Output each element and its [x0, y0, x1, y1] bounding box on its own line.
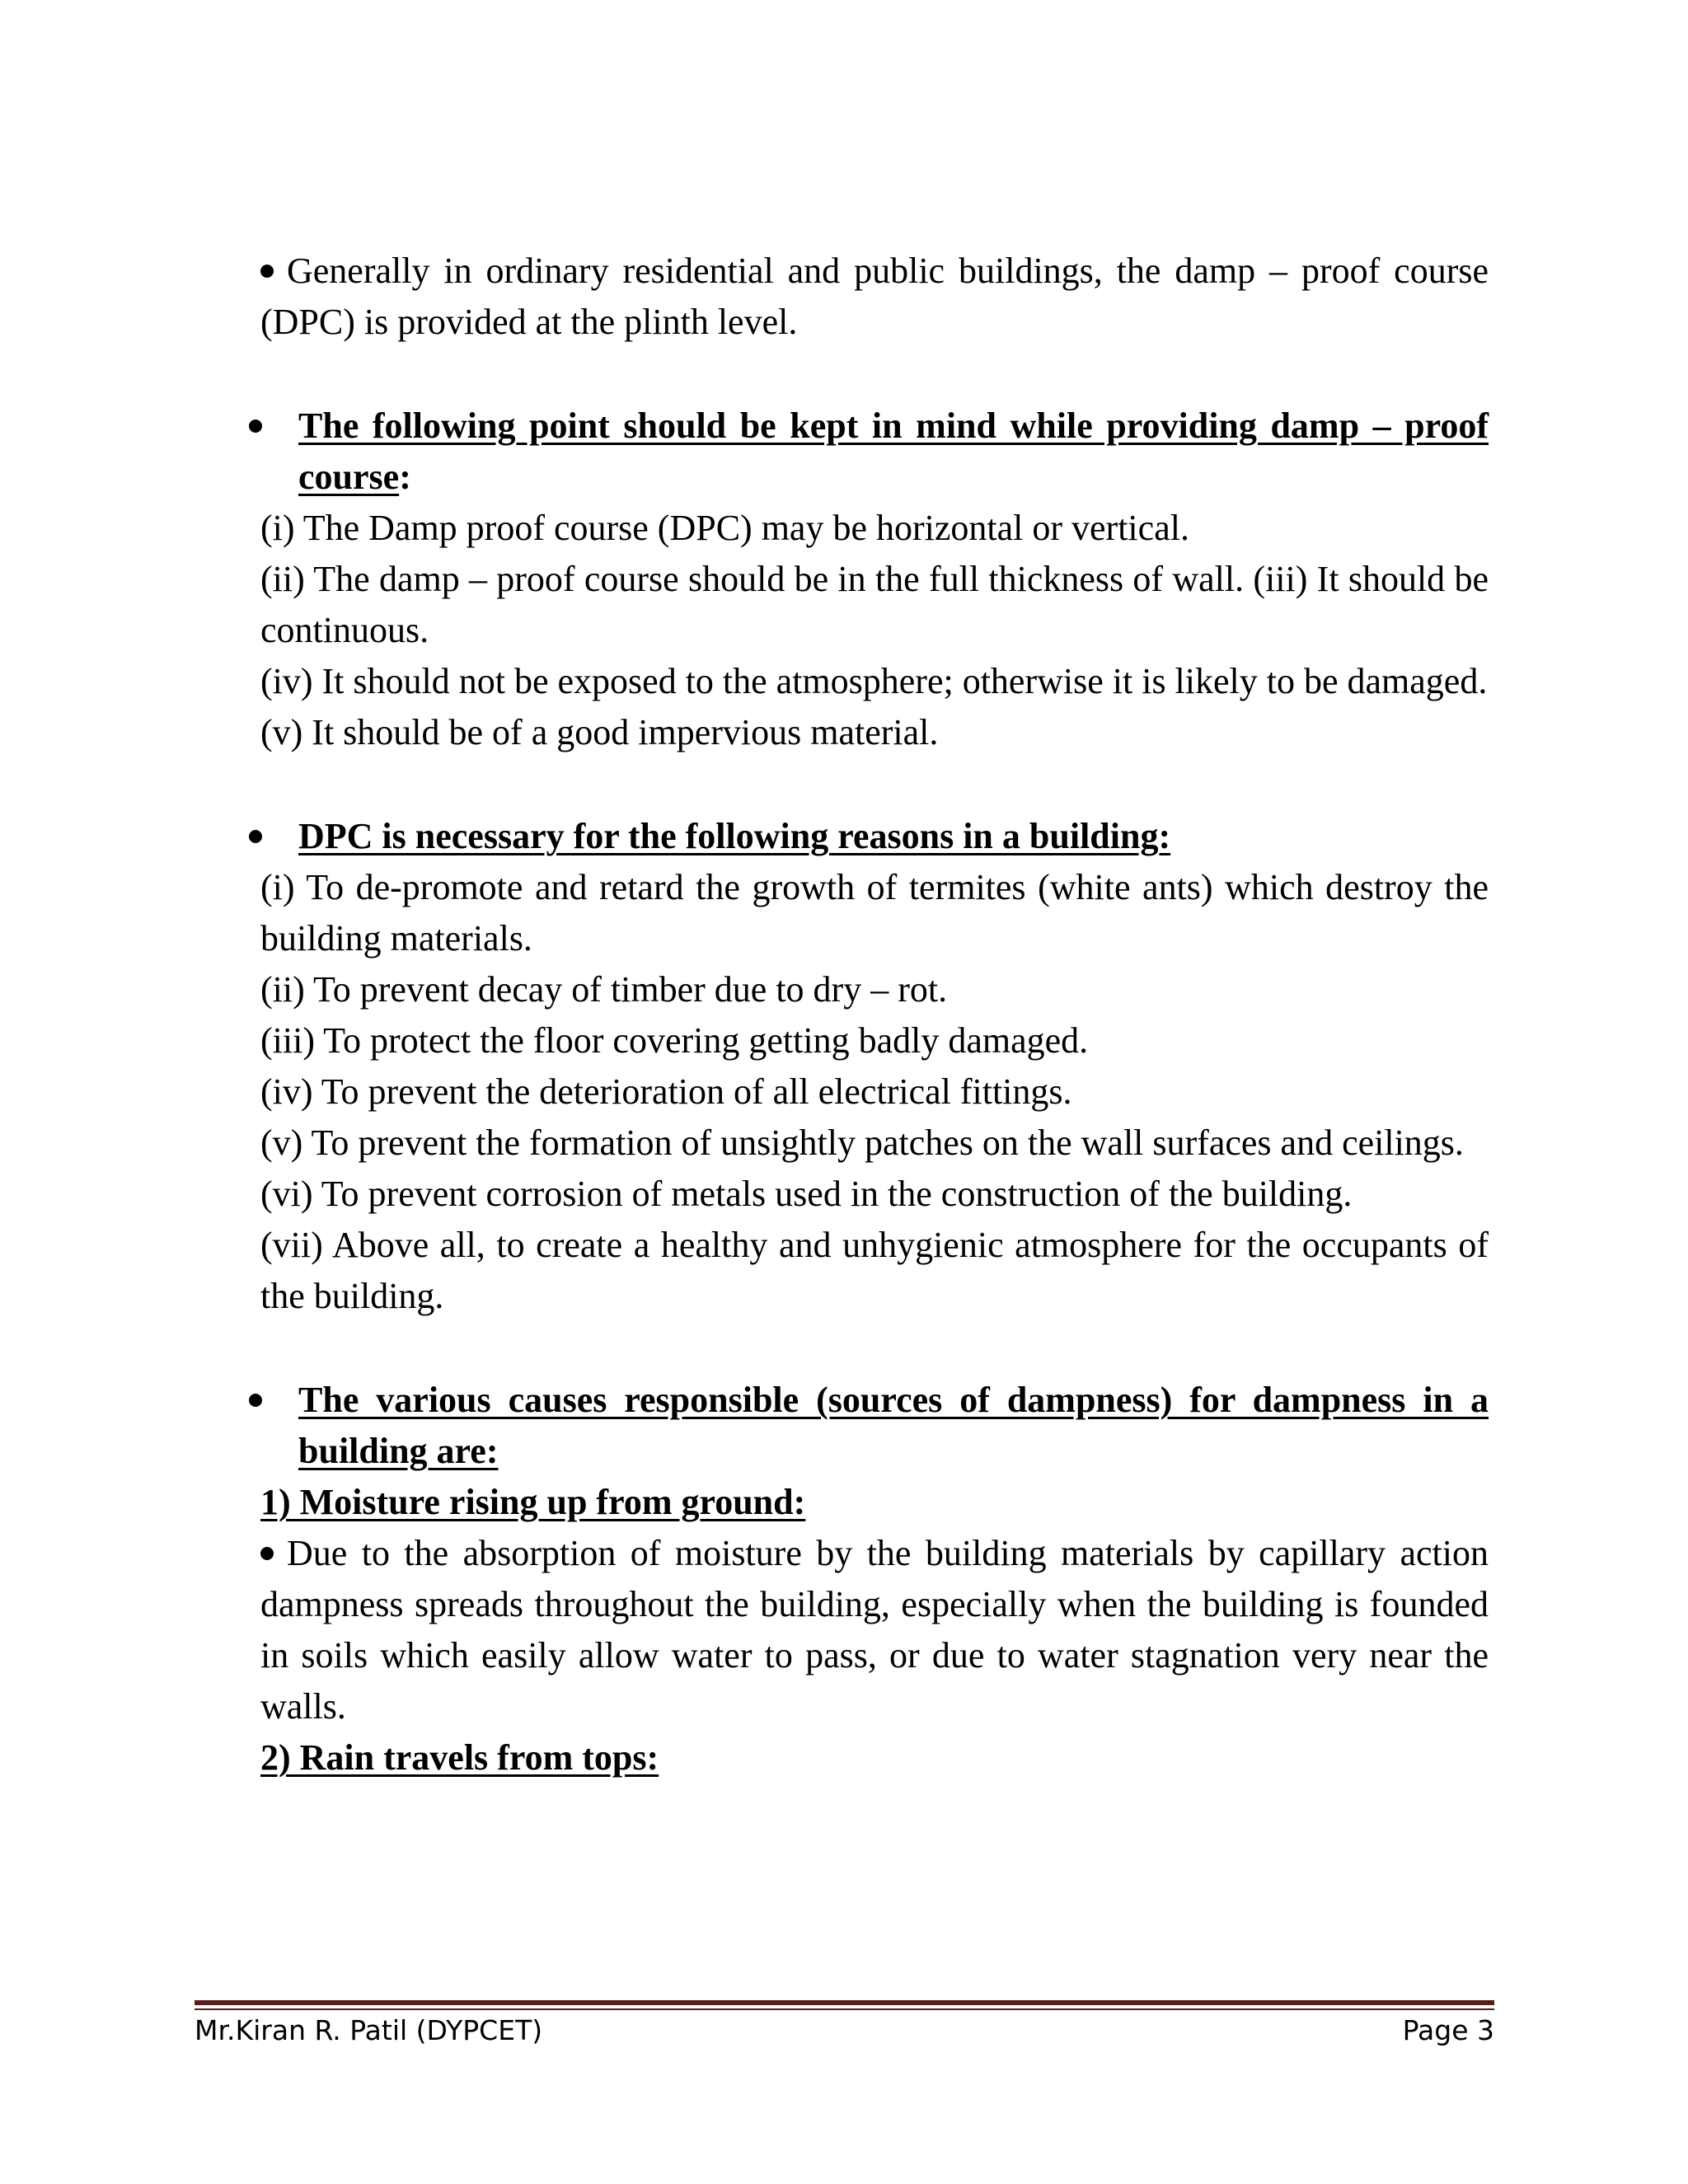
list-item: (ii) To prevent decay of timber due to dry – rot. — [260, 969, 948, 1010]
list-item: (vii) Above all, to create a healthy and unhygienic atmosphere for the occupants of the building. — [260, 1225, 1489, 1316]
subsection2-heading: 2) Rain travels from tops: — [260, 1737, 659, 1778]
list-item: (i) To de-promote and retard the growth of termites (white ants) which destroy the building materials. — [260, 867, 1489, 958]
page-content — [260, 246, 1489, 1783]
list-item: (iv) It should not be exposed to the atmosphere; otherwise it is likely to be damaged. — [260, 661, 1488, 701]
subsection1-text: Due to the absorption of moisture by the building materials by capillary action dampness spreads throughout the building, especially when the building is founded in soils which easily allow water to pass, or due to water stagnation very near the walls. — [260, 1533, 1489, 1727]
intro-text: Generally in ordinary residential and public buildings, the damp – proof course (DPC) is provided at the plinth level. — [260, 251, 1489, 342]
subsection1-paragraph — [260, 1528, 1489, 1732]
subsection1-heading: 1) Moisture rising up from ground: — [260, 1482, 806, 1522]
section1-heading-text: The following point should be kept in mind while providing damp – proof course — [298, 405, 1489, 497]
footer-rule-thin — [195, 2008, 1494, 2010]
bullet-icon — [249, 1394, 262, 1407]
footer-rule — [195, 2000, 1494, 2005]
list-item: (v) To prevent the formation of unsightly patches on the wall surfaces and ceilings. — [260, 1122, 1464, 1163]
bullet-icon — [249, 830, 262, 843]
section2-heading — [239, 811, 1489, 862]
bullet-icon — [260, 1547, 274, 1560]
bullet-icon — [260, 265, 274, 278]
intro-paragraph — [260, 246, 1489, 348]
bullet-icon — [249, 419, 262, 433]
section1-heading — [239, 401, 1489, 503]
list-item: (v) It should be of a good impervious material. — [260, 712, 939, 752]
footer-author: Mr.Kiran R. Patil (DYPCET) — [195, 2014, 543, 2046]
list-item: (ii) The damp – proof course should be in the full thickness of wall. (iii) It should be continuous. — [260, 559, 1489, 650]
list-item: (iii) To protect the floor covering getting badly damaged. — [260, 1020, 1089, 1061]
list-item: (iv) To prevent the deterioration of all electrical fittings. — [260, 1071, 1072, 1112]
section3-heading-text: The various causes responsible (sources of dampness) for dampness in a building are: — [298, 1380, 1489, 1471]
section3-heading — [239, 1375, 1489, 1477]
section2-heading-text: DPC is necessary for the following reasons in a building: — [298, 816, 1171, 856]
page-footer — [195, 2013, 1494, 2049]
section1-heading-colon: : — [399, 457, 411, 497]
list-item: (vi) To prevent corrosion of metals used in the construction of the building. — [260, 1174, 1353, 1214]
footer-page-number: Page 3 — [1402, 2014, 1494, 2046]
list-item: (i) The Damp proof course (DPC) may be horizontal or vertical. — [260, 508, 1189, 548]
